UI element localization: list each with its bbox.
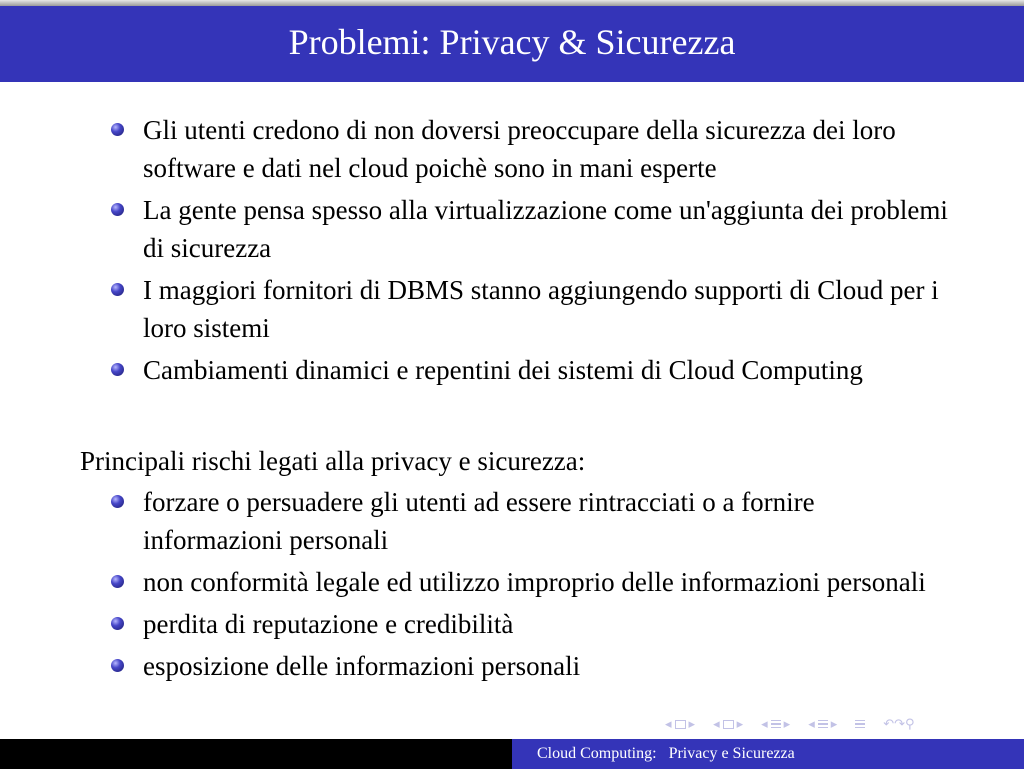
footer-left (0, 739, 512, 769)
list-item (0, 483, 953, 559)
bullet-icon (111, 363, 124, 376)
bullet-icon (111, 575, 124, 588)
list-item (0, 191, 953, 267)
navigation-bar (665, 714, 1024, 734)
list-item (0, 351, 953, 389)
align-icon[interactable] (855, 720, 865, 729)
list-item-text: esposizione delle informazioni personali (143, 651, 581, 681)
section-heading: Principali rischi legati alla privacy e sicurezza: (80, 446, 586, 476)
bullet-icon (111, 617, 124, 630)
bullet-icon (111, 203, 124, 216)
list-item-text: forzare o persuadere gli utenti ad essere rintracciati o a fornire informazioni personali (143, 487, 815, 555)
bullet-list (0, 111, 1024, 393)
risk-list (0, 483, 1024, 689)
list-item-text: non conformità legale ed utilizzo improprio delle informazioni personali (143, 567, 926, 597)
list-item (0, 271, 953, 347)
subsection-nav-icon[interactable]: ◂ ▸ (713, 716, 744, 732)
list-item-text: Cambiamenti dinamici e repentini dei sistemi di Cloud Computing (143, 355, 863, 385)
slide-title: Problemi: Privacy & Sicurezza (288, 22, 736, 62)
bullet-icon (111, 283, 124, 296)
bullet-icon (111, 659, 124, 672)
list-item-text: La gente pensa spesso alla virtualizzazione come un'aggiunta dei problemi di sicurezza (143, 195, 948, 263)
bullet-icon (111, 495, 124, 508)
list-item (0, 111, 953, 187)
list-item-text: Gli utenti credono di non doversi preoccupare della sicurezza dei loro software e dati nel cloud poichè sono in mani esperte (143, 115, 896, 183)
list-item (0, 563, 953, 601)
list-item-text: perdita di reputazione e credibilità (143, 609, 514, 639)
bullet-icon (111, 123, 124, 136)
search-icon[interactable]: ↶↷⚲ (883, 716, 915, 732)
section-nav-icon[interactable]: ◂ ▸ (761, 716, 791, 732)
list-item (0, 605, 953, 643)
subsection-alt-nav-icon[interactable]: ◂ ▸ (808, 716, 838, 732)
footer-caption (537, 744, 795, 764)
list-item (0, 647, 953, 685)
footer-title: Cloud Computing: (537, 745, 657, 762)
footer-subtitle: Privacy e Sicurezza (668, 745, 795, 762)
frame-nav-icon[interactable]: ◂ ▸ (665, 716, 696, 732)
list-item-text: I maggiori fornitori di DBMS stanno aggiungendo supporti di Cloud per i loro sistemi (143, 275, 939, 343)
